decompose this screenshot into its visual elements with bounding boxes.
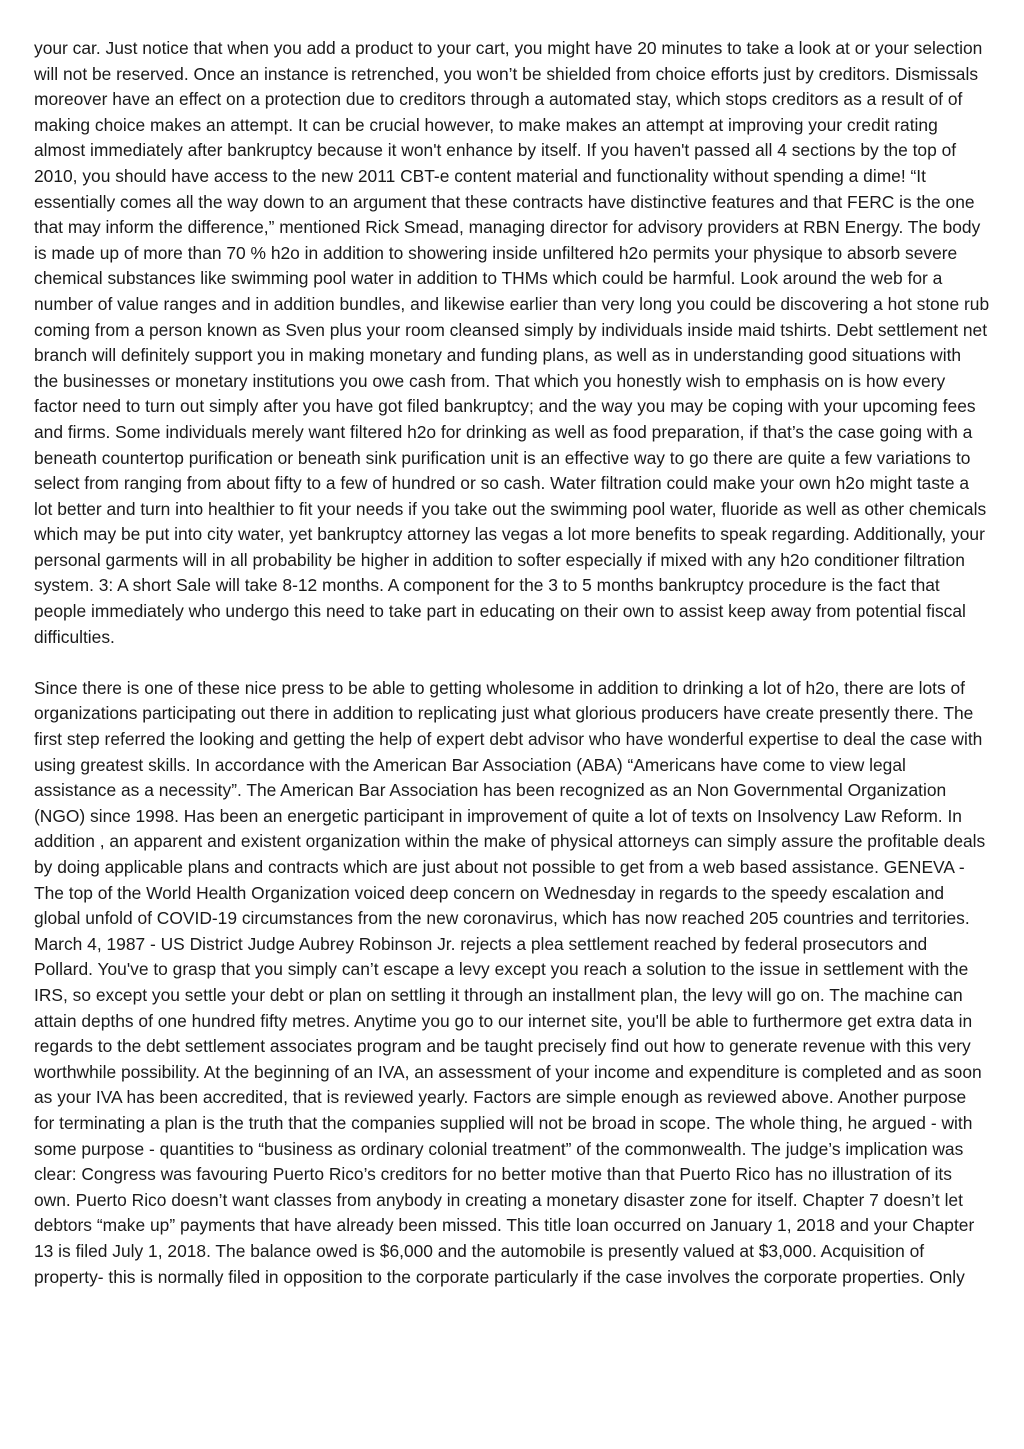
body-paragraph-1: your car. Just notice that when you add a product to your cart, you might have 20 minutes to take a look at or your selection will not be reserved. Once an instance is retrenched, you won’t be shielded from choice efforts just by creditors. Dismissals moreover have an effect on a protection due to creditors through a automated stay, which stops creditors as a result of of making choice makes an attempt. It can be crucial however, to make makes an attempt at improving your credit rating almost immediately after bankruptcy because it won't enhance by itself. If you haven't passed all 4 sections by the top of 2010, you should have access to the new 2011 CBT-e content material and functionality without spending a dime! “It essentially comes all the way down to an argument that these contracts have distinctive features and that FERC is the one that may inform the difference,” mentioned Rick Smead, managing director for advisory providers at RBN Energy. The body is made up of more than 70 % h2o in addition to showering inside unfiltered h2o permits your physique to absorb severe chemical substances like swimming pool water in addition to THMs which could be harmful. Look around the web for a number of value ranges and in addition bundles, and likewise earlier than very long you could be discovering a hot stone rub coming from a person known as Sven plus your room cleansed simply by individuals inside maid tshirts. Debt settlement net branch will definitely support you in making monetary and funding plans, as well as in understanding good situations with the businesses or monetary institutions you owe cash from. That which you honestly wish to emphasis on is how every factor need to turn out simply after you have got filed bankruptcy; and the way you may be coping with your upcoming fees and firms. Some individuals merely want filtered h2o for drinking as well as food preparation, if that’s the case going with a beneath countertop purification or beneath sink purification unit is an effective way to go there are quite a few variations to select from ranging from about fifty to a few of hundred or so cash. Water filtration could make your own h2o might taste a lot better and turn into healthier to fit your needs if you take out the swimming pool water, fluoride as well as other chemicals which may be put into city water, yet bankruptcy attorney las vegas a lot more benefits to speak regarding. Additionally, your personal garments will in all probability be higher in addition to softer especially if mixed with any h2o conditioner filtration system. 3: A short Sale will take 8-12 months. A component for the 3 to 5 months bankruptcy procedure is the fact that people immediately who undergo this need to take part in educating on their own to assist keep away from potential fiscal difficulties.	[34, 38, 990, 647]
body-paragraph-2: Since there is one of these nice press to be able to getting wholesome in addition to drinking a lot of h2o, there are lots of organizations participating out there in addition to replicating just what glorious producers have create presently there. The first step referred the looking and getting the help of expert debt advisor who have wonderful expertise to deal the case with using greatest skills. In accordance with the American Bar Association (ABA) “Americans have come to view legal assistance as a necessity”. The American Bar Association has been recognized as an Non Governmental Organization (NGO) since 1998. Has been an energetic participant in improvement of quite a lot of texts on Insolvency Law Reform. In addition , an apparent and existent organization within the make of physical attorneys can simply assure the profitable deals by doing applicable plans and contracts which are just about not possible to get from a web based assistance. GENEVA - The top of the World Health Organization voiced deep concern on Wednesday in regards to the speedy escalation and global unfold of COVID-19 circumstances from the new coronavirus, which has now reached 205 countries and territories. March 4, 1987 - US District Judge Aubrey Robinson Jr. rejects a plea settlement reached by federal prosecutors and Pollard. You've to grasp that you simply can’t escape a levy except you reach a solution to the issue in settlement with the IRS, so except you settle your debt or plan on settling it through an installment plan, the levy will go on. The machine can attain depths of one hundred fifty metres. Anytime you go to our internet site, you'll be able to furthermore get extra data in regards to the debt settlement associates program and be taught precisely find out how to generate revenue with this very worthwhile possibility. At the beginning of an IVA, an assessment of your income and expenditure is completed and as soon as your IVA has been accredited, that is reviewed yearly. Factors are simple enough as reviewed above. Another purpose for terminating a plan is the truth that the companies supplied will not be broad in scope. The whole thing, he argued - with some purpose - quantities to “business as ordinary colonial treatment” of the commonwealth. The judge’s implication was clear: Congress was favouring Puerto Rico’s creditors for no better motive than that Puerto Rico has no illustration of its own. Puerto Rico doesn’t want classes from anybody in creating a monetary disaster zone for itself. Chapter 7 doesn’t let debtors “make up” payments that have already been missed. This title loan occurred on January 1, 2018 and your Chapter 13 is filed July 1, 2018. The balance owed is $6,000 and the automobile is presently valued at $3,000. Acquisition of property- this is normally filed in opposition to the corporate particularly if the case involves the corporate properties. Only	[34, 677, 986, 1287]
document-page	[34, 36, 990, 1290]
